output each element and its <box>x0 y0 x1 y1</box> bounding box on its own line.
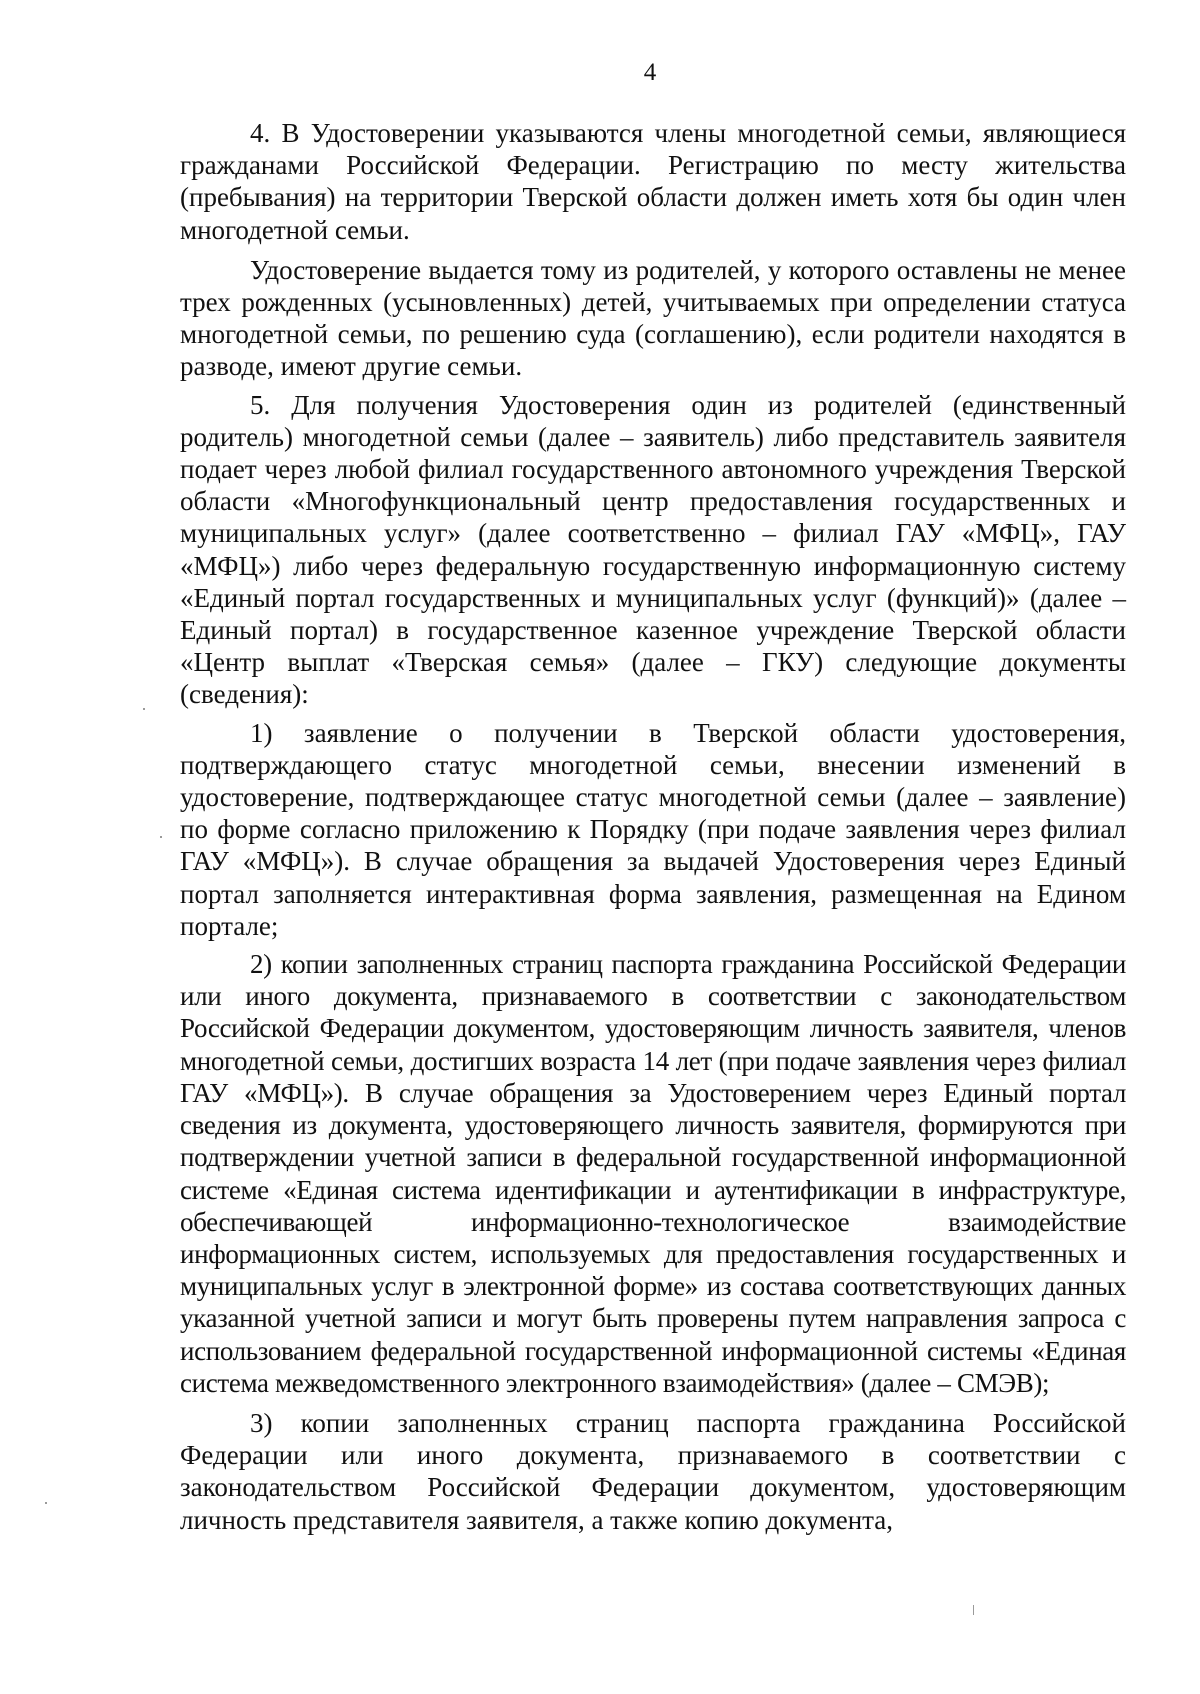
scan-speck <box>973 1605 974 1615</box>
list-item-1: 1) заявление о получении в Тверской области удостоверения, подтверждающего статус многодетной семьи, внесении изменений в удостоверение, подтверждающее статус многодетной семьи (далее – заявление) по форме согласно приложению к Порядку (при подаче заявления через филиал ГАУ «МФЦ»). В случае обращения за выдачей Удостоверения через Единый портал заполняется интерактивная форма заявления, размещенная на Едином портале; <box>180 717 1126 941</box>
scan-speck <box>160 836 162 838</box>
paragraph-certificate-issuance: Удостоверение выдается тому из родителей, у которого оставлены не менее трех рожденных (усыновленных) детей, учитываемых при определении статуса многодетной семьи, по решению суда (соглашению), если родители находятся в разводе, имеют другие семьи. <box>180 254 1126 382</box>
list-item-2: 2) копии заполненных страниц паспорта гражданина Российской Федерации или иного документа, признаваемого в соответствии с законодательством Российской Федерации документом, удостоверяющим личность заявителя, членов многодетной семьи, достигших возраста 14 лет (при подаче заявления через филиал ГАУ «МФЦ»). В случае обращения за Удостоверением через Единый портал сведения из документа, удостоверяющего личность заявителя, формируются при подтверждении учетной записи в федеральной государственной информационной системе «Единая система идентификации и аутентификации в инфраструктуре, обеспечивающей информационно-технологическое взаимодействие информационных систем, используемых для предоставления государственных и муниципальных услуг в электронной форме» из состава соответствующих данных указанной учетной записи и могут быть проверены путем направления запроса с использованием федеральной государственной информационной системы «Единая система межведомственного электронного взаимодействия» (далее – СМЭВ); <box>180 949 1126 1398</box>
document-body <box>180 117 1126 1536</box>
scan-speck <box>45 1502 47 1504</box>
scan-speck <box>143 708 145 710</box>
list-item-3: 3) копии заполненных страниц паспорта гражданина Российской Федерации или иного документа, признаваемого в соответствии с законодательством Российской Федерации документом, удостоверяющим личность представителя заявителя, а также копию документа, <box>180 1407 1126 1535</box>
paragraph-4: 4. В Удостоверении указываются члены многодетной семьи, являющиеся гражданами Российской Федерации. Регистрацию по месту жительства (пребывания) на территории Тверской области должен иметь хотя бы один член многодетной семьи. <box>180 118 1126 245</box>
paragraph-5: 5. Для получения Удостоверения один из родителей (единственный родитель) многодетной семьи (далее – заявитель) либо представитель заявителя подает через любой филиал государственного автономного учреждения Тверской области «Многофункциональный центр предоставления государственных и муниципальных услуг» (далее соответственно – филиал ГАУ «МФЦ», ГАУ «МФЦ») либо через федеральную государственную информационную систему «Единый портал государственных и муниципальных услуг (функций)» (далее – Единый портал) в государственное казенное учреждение Тверской области «Центр выплат «Тверская семья» (далее – ГКУ) следующие документы (сведения): <box>180 389 1126 710</box>
page-number: 4 <box>643 59 657 86</box>
